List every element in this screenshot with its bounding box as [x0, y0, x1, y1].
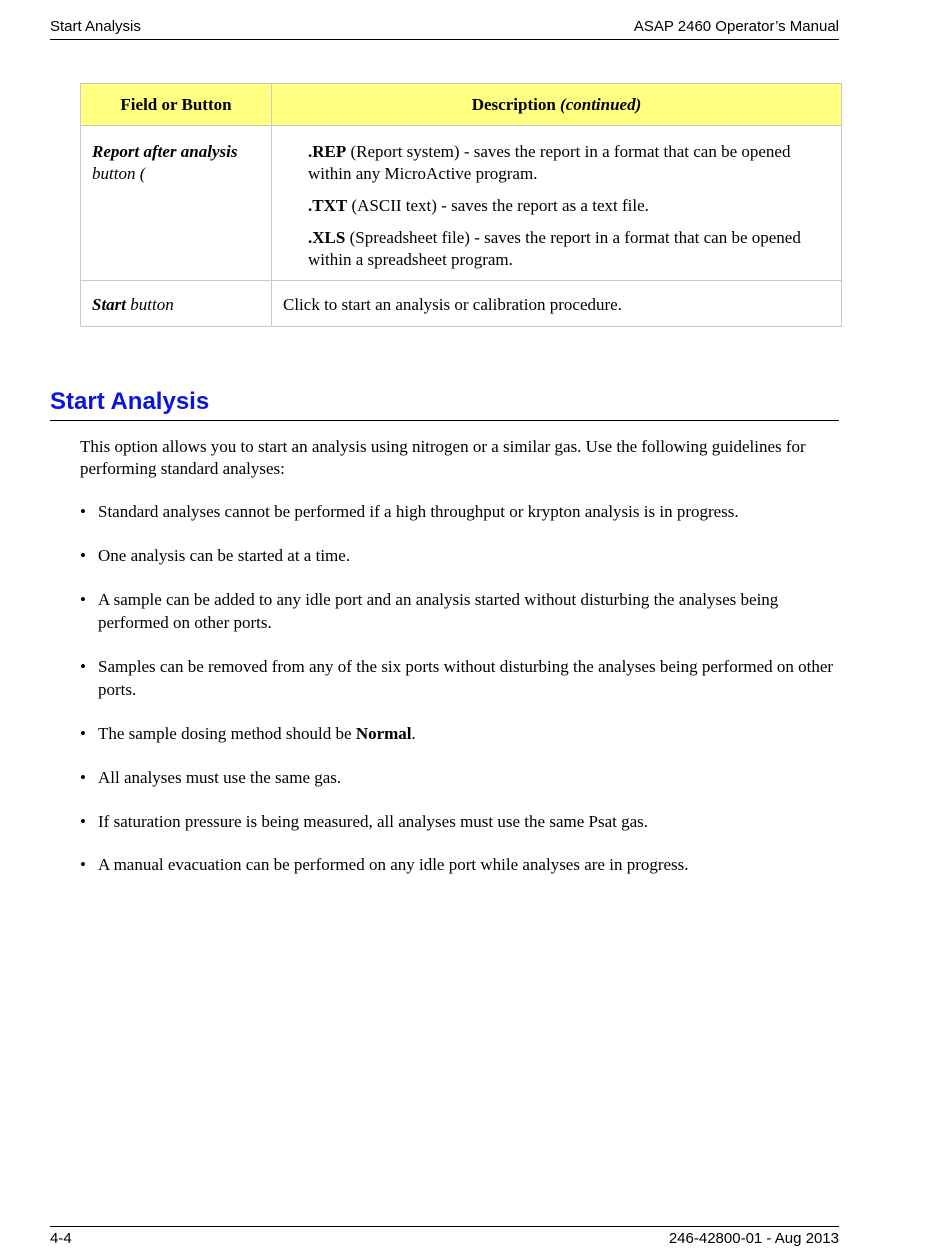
format-desc: (Report system) - saves the report in a format that can be opened within any MicroActive program. [308, 142, 791, 183]
table-header-row [81, 84, 842, 126]
list-item-text: If saturation pressure is being measured, all analyses must use the same Psat gas. [98, 812, 649, 831]
format-item [308, 141, 833, 185]
format-ext: .REP [308, 142, 347, 161]
format-item [308, 227, 833, 271]
list-item-text: A manual evacuation can be performed on any idle port while analyses are in progress. [98, 855, 689, 874]
bullet-glyph: • [80, 768, 86, 787]
bullet-glyph: • [80, 657, 86, 676]
table-header-continued: (continued) [560, 94, 642, 114]
field-cell [81, 281, 272, 327]
table-header-field-label: Field or Button [120, 94, 232, 114]
running-header [50, 17, 839, 40]
header-manual-title: ASAP 2460 Operator’s Manual [633, 18, 839, 35]
field-name: Report after analysis [92, 142, 238, 161]
list-item-bold: Normal [355, 724, 412, 743]
list-item-text: A sample can be added to any idle port and an analysis started without disturbing the analyses being performed on other ports. [98, 590, 779, 632]
bullet-glyph: • [80, 590, 86, 609]
section-title: Start Analysis [50, 387, 839, 421]
list-item [80, 588, 842, 634]
list-item [80, 655, 842, 701]
list-item-text-after: . [411, 724, 416, 743]
list-item [80, 500, 842, 523]
table-row [81, 126, 842, 281]
section-intro: This option allows you to start an analysis using nitrogen or a similar gas. Use the following guidelines for performing standard analyses: [80, 437, 806, 478]
format-ext: .TXT [308, 196, 348, 215]
list-item-text: Samples can be removed from any of the six ports without disturbing the analyses being performed on other ports. [98, 657, 834, 699]
format-desc: (ASCII text) - saves the report as a text file. [351, 196, 649, 215]
page-number: 4-4 [50, 1230, 72, 1247]
description-cell [272, 281, 842, 327]
list-item [80, 810, 842, 833]
bullet-glyph: • [80, 502, 86, 521]
list-item [80, 722, 842, 745]
field-type: button [130, 295, 174, 314]
list-item-text: Standard analyses cannot be performed if a high throughput or krypton analysis is in progress. [98, 502, 739, 521]
format-desc: (Spreadsheet file) - saves the report in a format that can be opened within a spreadsheet program. [308, 228, 801, 269]
bullet-glyph: • [80, 812, 86, 831]
table-row [81, 281, 842, 327]
running-footer [50, 1226, 839, 1249]
header-section-name: Start Analysis [50, 18, 141, 35]
bullet-glyph: • [80, 724, 86, 743]
bullet-glyph: • [80, 855, 86, 874]
format-item [308, 195, 833, 217]
list-item-text: All analyses must use the same gas. [98, 768, 342, 787]
table-header-field [81, 84, 272, 126]
field-cell [81, 126, 272, 281]
format-ext: .XLS [308, 228, 346, 247]
document-id: 246-42800-01 - Aug 2013 [668, 1230, 839, 1247]
description-cell [272, 126, 842, 281]
field-name: Start [92, 295, 127, 314]
description-text: Click to start an analysis or calibration procedure. [283, 295, 622, 314]
field-description-table [80, 83, 842, 327]
table-header-description-label: Description [471, 94, 556, 114]
list-item-text: One analysis can be started at a time. [98, 546, 351, 565]
table-header-description [272, 84, 842, 126]
list-item [80, 853, 842, 876]
list-item [80, 544, 842, 567]
field-type: button ( [92, 164, 146, 183]
list-item-text: The sample dosing method should be [98, 724, 356, 743]
list-item [80, 766, 842, 789]
bullet-glyph: • [80, 546, 86, 565]
